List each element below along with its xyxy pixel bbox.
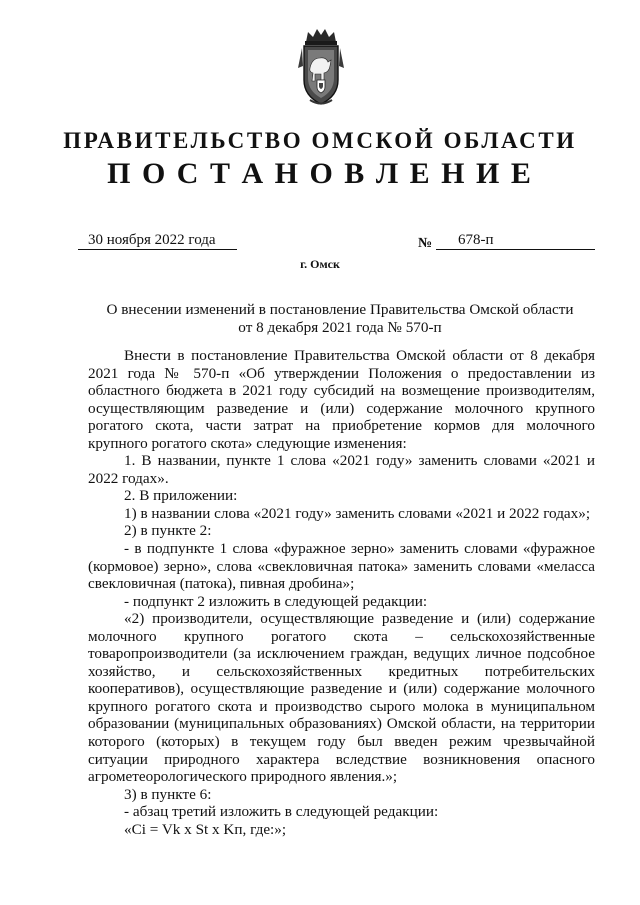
document-type-title: П О С Т А Н О В Л Е Н И Е xyxy=(107,157,533,190)
decree-date: 30 ноября 2022 года xyxy=(78,231,237,250)
body-line: крупного рогатого скота» следующие изменения: xyxy=(88,434,407,452)
body-line: кооперативов), осуществляющие разведение и (или) содержание молочного xyxy=(88,680,595,698)
body-line: (кормовое) зерно», слова «свекловичная патока» заменить словами «меласса xyxy=(88,557,595,575)
body-line: товаропроизводители (за исключением граждан, ведущих личное подсобное xyxy=(88,645,595,663)
body-line: агрометеорологического природного явления.»; xyxy=(88,768,398,786)
body-line: хозяйство, и сельскохозяйственных кредитных потребительских xyxy=(88,662,595,680)
body-line: - подпункт 2 изложить в следующей редакции: xyxy=(124,592,428,610)
omsk-coat-of-arms-emblem xyxy=(296,28,346,108)
body-line: молочного крупного рогатого скота – сельскохозяйственные xyxy=(88,627,595,645)
decree-number: 678-п xyxy=(436,231,595,250)
body-line: крупного рогатого скота и производство сырого молока в муниципальном xyxy=(88,697,595,715)
body-line: которого (которых) в текущем году был введен режим чрезвычайной xyxy=(88,733,595,751)
body-line: 2) в пункте 2: xyxy=(124,522,212,540)
body-line: - абзац третий изложить в следующей редакции: xyxy=(124,803,439,821)
body-line: свекловичная (патока), пивная дробина»; xyxy=(88,575,355,593)
body-line: 1. В названии, пункте 1 слова «2021 году» заменить словами «2021 и xyxy=(124,452,595,470)
body-line: областного бюджета в 2021 году субсидий на возмещение производителям, xyxy=(88,382,595,400)
body-line: 2021 года № 570-п «Об утверждении Положения о предоставлении из xyxy=(88,364,595,382)
decree-subject xyxy=(80,301,600,337)
government-title: ПРАВИТЕЛЬСТВО ОМСКОЙ ОБЛАСТИ xyxy=(63,128,577,153)
body-line: 1) в названии слова «2021 году» заменить словами «2021 и 2022 годах»; xyxy=(124,504,591,522)
body-line: 3) в пункте 6: xyxy=(124,785,212,803)
body-line: - в подпункте 1 слова «фуражное зерно» заменить словами «фуражное xyxy=(124,540,595,558)
subject-line: от 8 декабря 2021 года № 570-п xyxy=(238,319,442,336)
body-line: 2022 годах». xyxy=(88,469,169,487)
body-line: осуществляющим разведение и (или) содержание молочного крупного xyxy=(88,399,595,417)
body-line: образовании (муниципальных образованиях) Омской области, на территории xyxy=(88,715,595,733)
body-line: «2) производители, осуществляющие разведение и (или) содержание xyxy=(124,610,595,628)
number-sign: № xyxy=(418,236,433,251)
decree-body-text xyxy=(88,347,595,838)
body-line: «Ci = Vk x St x Kп, где:»; xyxy=(124,820,287,838)
city-name: г. Омск xyxy=(300,257,340,271)
body-line: ситуации природного характера вследствие возникновения опасного xyxy=(88,750,595,768)
subject-line: О внесении изменений в постановление Правительства Омской области xyxy=(106,301,574,318)
body-line: 2. В приложении: xyxy=(124,487,238,505)
body-line: Внести в постановление Правительства Омской области от 8 декабря xyxy=(124,347,595,364)
body-line: рогатого скота, части затрат на приобретение кормов для молочного xyxy=(88,417,595,435)
